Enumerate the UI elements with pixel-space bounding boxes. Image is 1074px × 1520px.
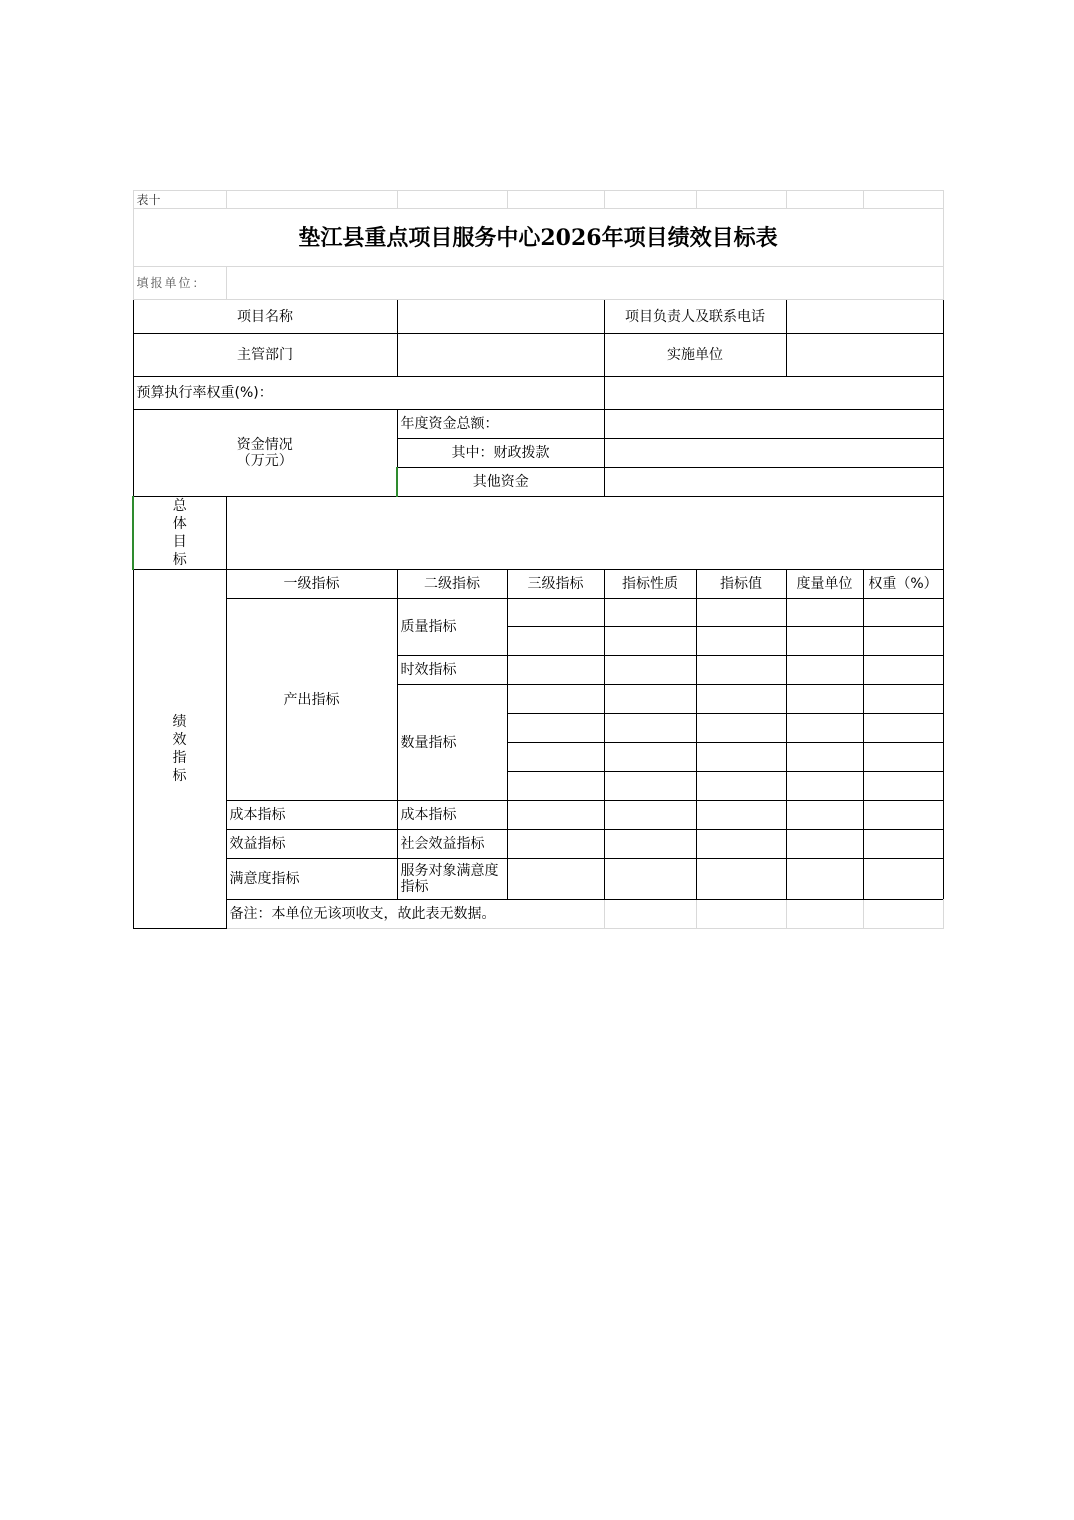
table-cell[interactable] [786,743,863,772]
dept-value[interactable] [397,334,604,377]
fund-label-line2: （万元） [236,453,293,469]
level1-output: 产出指标 [226,599,397,801]
header-level1: 一级指标 [226,570,397,599]
project-name-value[interactable] [397,300,604,334]
perf-label-char: 绩 [172,714,187,730]
table-cell[interactable] [696,685,786,714]
overall-goal-label [133,497,226,570]
table-cell[interactable] [604,859,696,900]
table-cell[interactable] [696,772,786,801]
fill-unit-label: 填报单位： [133,267,226,300]
table-cell[interactable] [863,656,943,685]
table-cell[interactable] [863,859,943,900]
impl-unit-label: 实施单位 [604,334,786,377]
table-cell[interactable] [507,830,604,859]
perf-label-char: 标 [172,768,187,784]
header-level3: 三级指标 [507,570,604,599]
table-cell[interactable] [507,627,604,656]
table-cell[interactable] [786,714,863,743]
table-cell[interactable] [786,830,863,859]
table-cell[interactable] [863,801,943,830]
level2-timeliness: 时效指标 [397,656,507,685]
dept-label: 主管部门 [133,334,397,377]
project-leader-label: 项目负责人及联系电话 [604,300,786,334]
table-cell[interactable] [863,627,943,656]
table-cell[interactable] [604,714,696,743]
header-value: 指标值 [696,570,786,599]
table-cell[interactable] [604,685,696,714]
table-cell[interactable] [507,656,604,685]
table-cell[interactable] [604,830,696,859]
table-cell[interactable] [507,859,604,900]
table-cell[interactable] [604,599,696,627]
level1-benefit: 效益指标 [226,830,397,859]
table-cell[interactable] [786,801,863,830]
sheet-label: 表十 [133,191,226,209]
fund-other-label: 其他资金 [397,468,604,497]
footnote: 备注：本单位无该项收支，故此表无数据。 [226,900,604,929]
table-cell[interactable] [604,627,696,656]
table-cell[interactable] [786,656,863,685]
table-cell[interactable] [696,859,786,900]
overall-goal-char: 目 [172,534,187,550]
table-cell[interactable] [863,772,943,801]
perf-label-char: 效 [172,732,187,748]
level1-satisfaction: 满意度指标 [226,859,397,900]
table-cell[interactable] [507,801,604,830]
table-cell[interactable] [604,772,696,801]
page-title: 垫江县重点项目服务中心2026年项目绩效目标表 [133,209,943,267]
table-cell[interactable] [863,830,943,859]
budget-rate-label: 预算执行率权重(%)： [133,377,604,410]
level1-cost: 成本指标 [226,801,397,830]
table-cell[interactable] [696,743,786,772]
fund-total-value[interactable] [604,410,943,439]
table-cell[interactable] [863,743,943,772]
perf-indicator-label [133,570,226,929]
fund-other-value[interactable] [604,468,943,497]
header-unit: 度量单位 [786,570,863,599]
performance-table-sheet [132,190,942,929]
fund-situation-label [133,410,397,497]
table-cell[interactable] [696,599,786,627]
level2-quantity: 数量指标 [397,685,507,801]
table-cell[interactable] [507,599,604,627]
table-cell[interactable] [863,714,943,743]
table-cell[interactable] [696,656,786,685]
fund-fiscal-value[interactable] [604,439,943,468]
table-cell[interactable] [863,685,943,714]
table-cell[interactable] [696,627,786,656]
table-cell[interactable] [507,743,604,772]
table-cell[interactable] [604,743,696,772]
fund-total-label: 年度资金总额： [397,410,604,439]
table-cell[interactable] [507,714,604,743]
table-cell[interactable] [786,772,863,801]
overall-goal-char: 总 [172,498,187,514]
budget-rate-value[interactable] [604,377,943,410]
table-cell[interactable] [786,627,863,656]
project-leader-value[interactable] [786,300,943,334]
header-level2: 二级指标 [397,570,507,599]
table-cell[interactable] [604,801,696,830]
table-cell[interactable] [863,599,943,627]
table-cell[interactable] [786,685,863,714]
overall-goal-char: 体 [172,516,187,532]
level2-quality: 质量指标 [397,599,507,656]
performance-target-table [132,190,944,929]
overall-goal-value[interactable] [226,497,943,570]
table-cell[interactable] [507,685,604,714]
table-cell[interactable] [786,859,863,900]
fund-label-line1: 资金情况 [236,437,293,453]
header-weight: 权重（%） [863,570,943,599]
overall-goal-char: 标 [172,552,187,568]
table-cell[interactable] [696,714,786,743]
fund-fiscal-label: 其中：财政拨款 [397,439,604,468]
header-nature: 指标性质 [604,570,696,599]
impl-unit-value[interactable] [786,334,943,377]
level2-cost: 成本指标 [397,801,507,830]
table-cell[interactable] [696,801,786,830]
perf-label-char: 指 [172,750,187,766]
table-cell[interactable] [786,599,863,627]
table-cell[interactable] [507,772,604,801]
level2-service-satisfaction: 服务对象满意度指标 [397,859,507,900]
table-cell[interactable] [604,656,696,685]
table-cell[interactable] [696,830,786,859]
level2-social: 社会效益指标 [397,830,507,859]
project-name-label: 项目名称 [133,300,397,334]
